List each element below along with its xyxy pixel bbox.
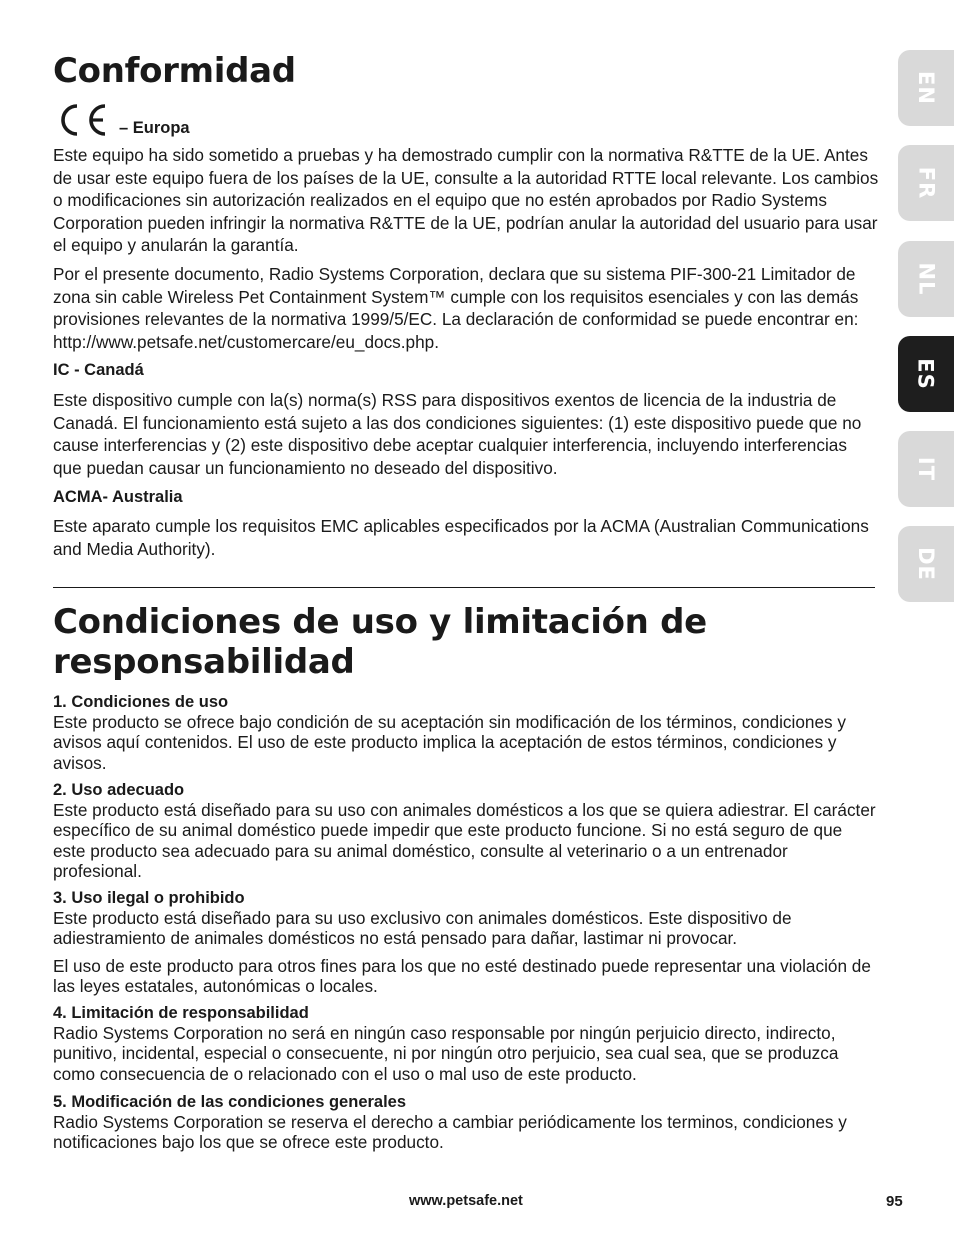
footer-url: www.petsafe.net [409, 1193, 523, 1209]
terms-section-5 [53, 1092, 879, 1153]
tab-de[interactable]: DE [898, 526, 954, 602]
terms-title: Condiciones de uso y limitación de responsabilidad [53, 602, 707, 682]
section-divider [53, 587, 875, 588]
europe-paragraph-1: Este equipo ha sido sometido a pruebas y ha demostrado cumplir con la normativa R&TTE de la UE. Antes de usar este equipo fuera de los países de la UE, consulte a la autoridad RTTE local relevante. Los cambios o modificaciones sin autorización realizados en el equipo que no estén aprobados por Radio Systems Corporation pueden infringir la normativa R&TTE de la UE, podrían anular la autoridad del usuario para usar el equipo y anularán la garantía. [53, 145, 879, 255]
section-4-title: 4. Limitación de responsabilidad [53, 1004, 309, 1022]
europe-paragraph-2: Por el presente documento, Radio Systems Corporation, declara que su sistema PIF-300-21 Limitador de zona sin cable Wireless Pet Containment System™ cumple con los requisitos esenciales y con las demás provisiones relevantes de la normativa 1999/5/EC. La declaración de conformidad se puede encontrar en: http://www.petsafe.net/customercare/eu_docs.php. [53, 264, 859, 352]
europe-label: – Europa [119, 119, 190, 137]
tab-it[interactable]: IT [898, 431, 954, 507]
ce-mark-icon [53, 102, 109, 138]
tab-es[interactable]: ES [898, 336, 954, 412]
canada-heading: IC - Canadá [53, 361, 144, 379]
section-4-text: Radio Systems Corporation no será en ningún caso responsable por ningún perjuicio directo, indirecto, punitivo, incidental, especial o consecuente, ni por ningún otro perjuicio, sea cual sea, que se produzca como consecuencia de o relacionado con el uso o mal uso de este producto. [53, 1023, 839, 1084]
section-3-text-1: Este producto está diseñado para su uso exclusivo con animales domésticos. Este dispositivo de adiestramiento de animales domésticos no está pensado para dañar, lastimar ni provocar. [53, 908, 792, 949]
ce-europe-heading [53, 102, 190, 138]
australia-paragraph: Este aparato cumple los requisitos EMC aplicables especificados por la ACMA (Australian Communications and Media Authority). [53, 516, 869, 559]
section-1-text: Este producto se ofrece bajo condición de su aceptación sin modificación de los términos, condiciones y avisos aquí contenidos. El uso de este producto implica la aceptación de estos términos, condiciones y avisos. [53, 712, 846, 773]
terms-section-4 [53, 1003, 879, 1084]
terms-section-3 [53, 888, 879, 996]
section-5-title: 5. Modificación de las condiciones generales [53, 1093, 407, 1111]
tab-nl[interactable]: NL [898, 241, 954, 317]
section-3-text-2: El uso de este producto para otros fines para los que no esté destinado puede representar una violación de las leyes estatales, autonómicas o locales. [53, 955, 871, 996]
section-3-title: 3. Uso ilegal o prohibido [53, 889, 245, 907]
terms-section-2 [53, 780, 879, 881]
section-1-title: 1. Condiciones de uso [53, 693, 229, 711]
canada-paragraph: Este dispositivo cumple con la(s) norma(s) RSS para dispositivos exentos de licencia de la industria de Canadá. El funcionamiento está sujeto a las dos condiciones siguientes: (1) este dispositivo puede que no cause interferencias y (2) este dispositivo debe aceptar cualquier interferencia, incluyendo interferencias que puedan causar un funcionamiento no deseado del dispositivo. [53, 390, 862, 478]
tab-en[interactable]: EN [898, 50, 954, 126]
section-2-text: Este producto está diseñado para su uso con animales domésticos a los que se quiera adiestrar. El carácter específico de su animal doméstico puede impedir que este producto funcione. Si no está seguro de que este producto sea adecuado para su animal doméstico, consulte al veterinario o a un entrenador profesional. [53, 800, 876, 881]
australia-heading: ACMA- Australia [53, 488, 183, 506]
tab-fr[interactable]: FR [898, 145, 954, 221]
conformity-title: Conformidad [53, 51, 296, 91]
section-5-text: Radio Systems Corporation se reserva el derecho a cambiar periódicamente los terminos, condiciones y notificaciones bajo los que se ofrece este producto. [53, 1112, 847, 1153]
section-2-title: 2. Uso adecuado [53, 781, 185, 799]
terms-section-1 [53, 692, 879, 773]
page-number: 95 [886, 1193, 903, 1210]
